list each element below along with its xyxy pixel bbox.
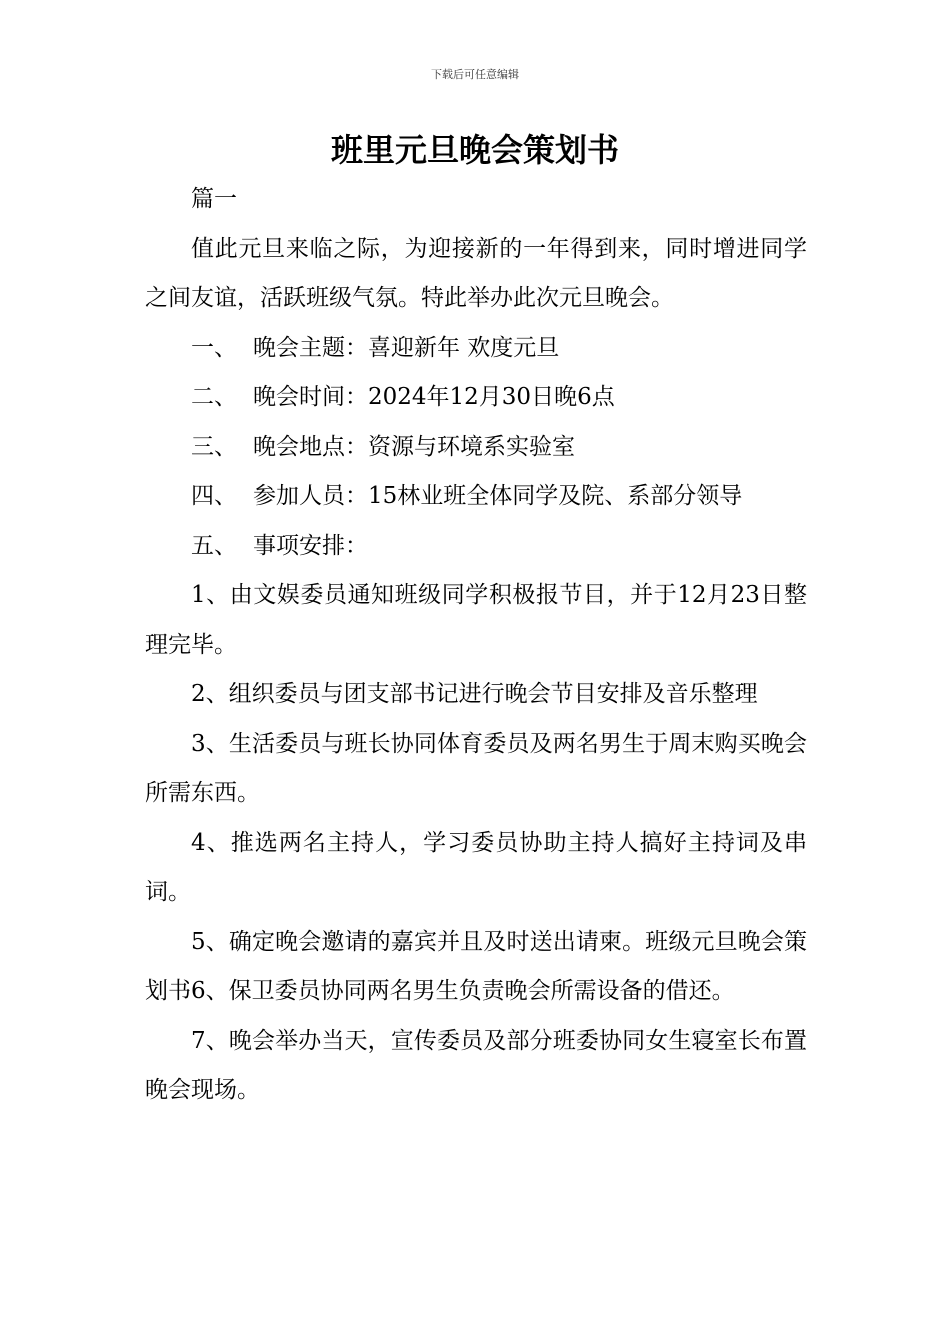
item-text: 晚会地点：资源与环境系实验室 (253, 433, 575, 460)
arrangement-paragraph: 4、推选两名主持人，学习委员协助主持人搞好主持词及串词。 (145, 829, 807, 905)
arrangement-paragraph: 7、晚会举办当天，宣传委员及部分班委协同女生寝室长布置晚会现场。 (145, 1027, 807, 1103)
document-title: 班里元旦晚会策划书 (330, 131, 619, 169)
document-body (145, 175, 807, 1116)
item-number: 三、 (191, 433, 237, 460)
intro-paragraph: 值此元旦来临之际，为迎接新的一年得到来，同时增进同学之间友谊，活跃班级气氛。特此举办此次元旦晚会。 (145, 235, 807, 311)
item-text: 事项安排： (253, 532, 368, 559)
section-label: 篇一 (191, 186, 237, 212)
item-number: 五、 (191, 532, 237, 559)
item-participants (145, 472, 807, 522)
item-time (145, 373, 807, 423)
arrangement-paragraph: 2、组织委员与团支部书记进行晚会节目安排及音乐整理 (191, 681, 758, 707)
item-location (145, 423, 807, 473)
item-text: 晚会主题：喜迎新年 欢度元旦 (253, 334, 560, 361)
item-arrangements (145, 522, 807, 572)
header-note: 下载后可任意编辑 (431, 68, 519, 81)
item-number: 一、 (191, 334, 237, 361)
item-text: 参加人员：15林业班全体同学及院、系部分领导 (253, 483, 743, 509)
arrangement-paragraph: 5、确定晚会邀请的嘉宾并且及时送出请柬。班级元旦晚会策划书6、保卫委员协同两名男生负责晚会所需设备的借还。 (145, 928, 807, 1004)
item-theme (145, 324, 807, 374)
item-number: 四、 (191, 483, 237, 509)
arrangement-paragraph: 1、由文娱委员通知班级同学积极报节目，并于12月23日整理完毕。 (145, 582, 807, 658)
item-text: 晚会时间：2024年12月30日晚6点 (253, 384, 615, 410)
item-number: 二、 (191, 384, 237, 410)
arrangement-paragraph: 3、生活委员与班长协同体育委员及两名男生于周末购买晚会所需东西。 (145, 730, 807, 806)
